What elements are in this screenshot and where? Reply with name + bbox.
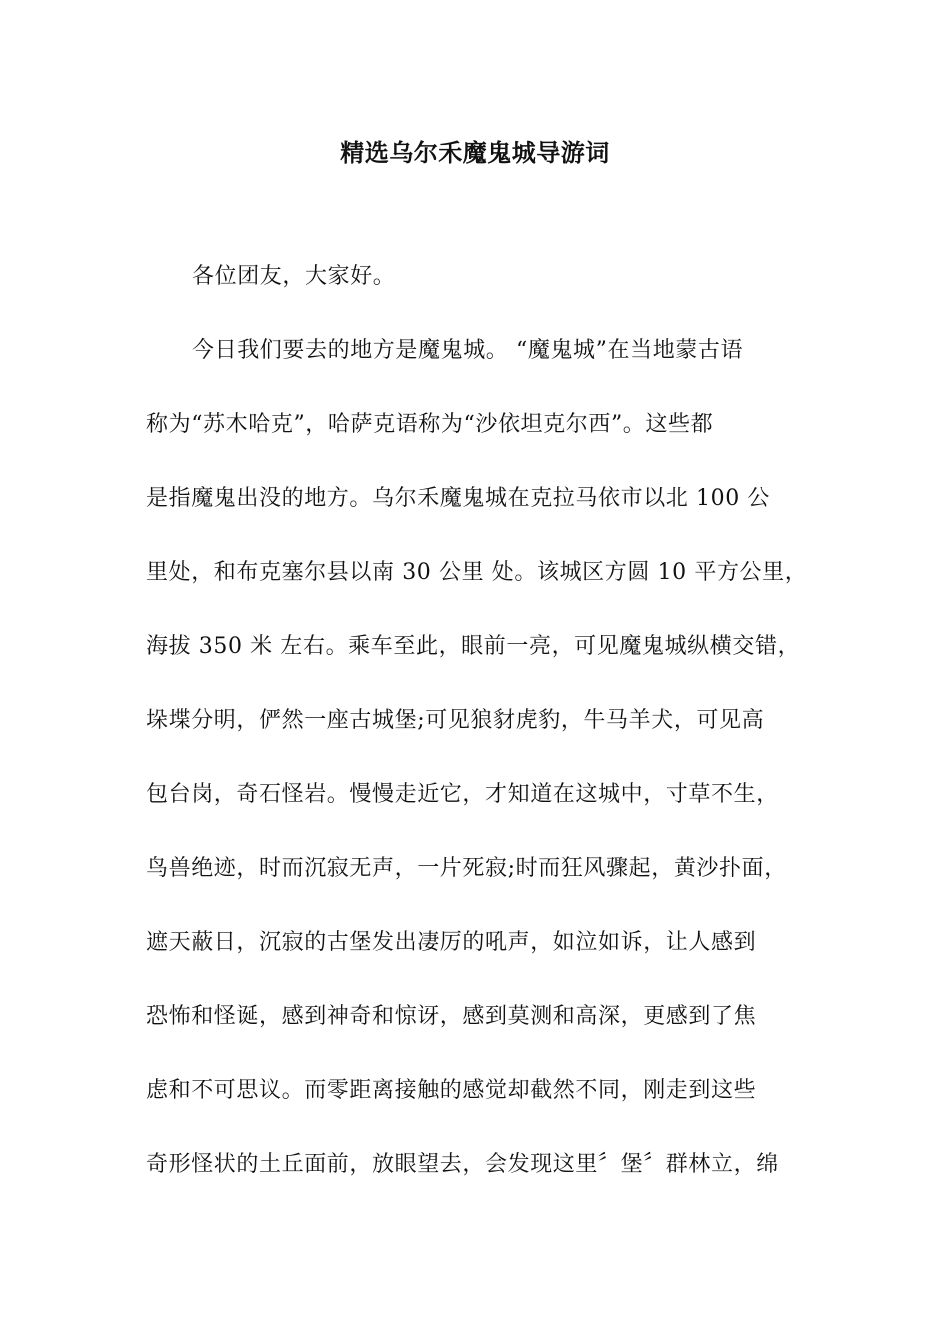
paragraph-line: 奇形怪状的土丘面前，放眼望去，会发现这里〞堡〞群林立，绵 [146,1152,779,1177]
paragraph-line: 是指魔鬼出没的地方。乌尔禾魔鬼城在克拉马依市以北 100 公 [146,486,770,511]
document-title: 精选乌尔禾魔鬼城导游词 [340,138,610,167]
paragraph-line: 今日我们要去的地方是魔鬼城。 “魔鬼城”在当地蒙古语 [192,338,744,363]
paragraph-line: 称为“苏木哈克”，哈萨克语称为“沙依坦克尔西”。这些都 [146,412,714,437]
paragraph-line: 包台岗，奇石怪岩。慢慢走近它，才知道在这城中，寸草不生， [146,782,779,807]
paragraph-line: 里处，和布克塞尔县以南 30 公里 处。该城区方圆 10 平方公里， [146,560,808,585]
paragraph-line: 虑和不可思议。而零距离接触的感觉却截然不同，刚走到这些 [146,1078,757,1103]
paragraph-line: 恐怖和怪诞，感到神奇和惊讶，感到莫测和高深，更感到了焦 [146,1004,757,1029]
paragraph-line: 遮天蔽日，沉寂的古堡发出凄厉的吼声，如泣如诉，让人感到 [146,930,757,955]
paragraph-line: 垛堞分明，俨然一座古城堡;可见狼豺虎豹，牛马羊犬，可见高 [146,708,765,733]
paragraph-line: 海拔 350 米 左右。乘车至此，眼前一亮，可见魔鬼城纵横交错， [146,634,801,659]
paragraph-line: 各位团友，大家好。 [192,264,396,289]
paragraph-line: 鸟兽绝迹，时而沉寂无声，一片死寂;时而狂风骤起，黄沙扑面， [146,856,787,881]
